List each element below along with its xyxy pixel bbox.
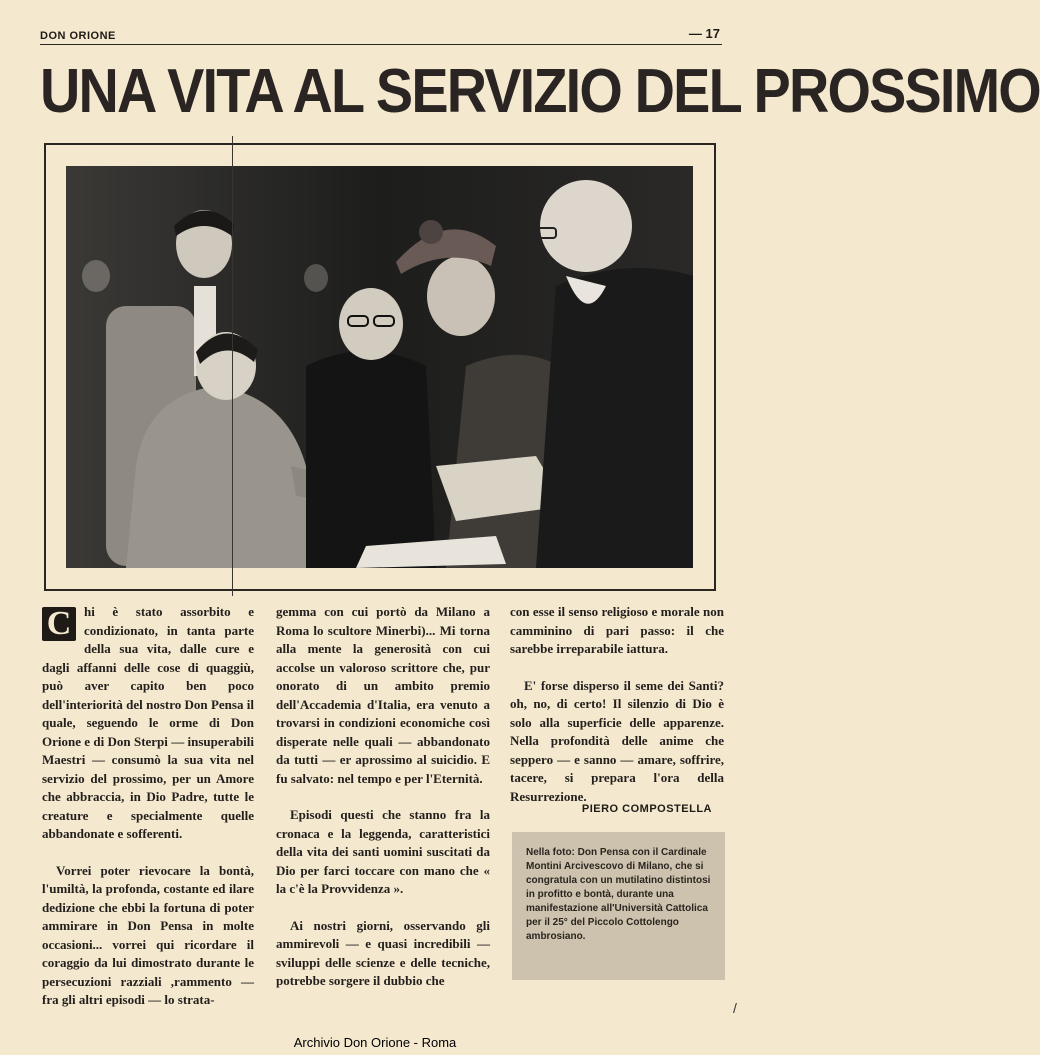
margin-mark: / <box>733 1000 737 1016</box>
photo-image <box>66 166 693 568</box>
paragraph: E' forse disperso il seme dei Santi? oh, no, di certo! Il silenzio di Dio è solo alla superficie delle apparenze. Nella profondità delle anime che seppero — e sanno — amare, soffrire, tacere, si prepara l'ora della Resurrezione. <box>510 677 724 804</box>
paragraph-text: hi è stato assorbito e condizionato, in tanta parte della sua vita, dalle cure e dagli affanni delle cose di quaggiù, può aver capito ben poco dell'interiorità del nostro Don Pensa il quale, seguendo le orme di Don Orione e di Don Sterpi — insuperabili Maestri — consumò la sua vita nel servizio del prossimo, per un Amore che abbraccia, in Dio Padre, tutte le creature e specialmente quelle abbandonate e sofferenti. <box>42 604 254 841</box>
page-number: — 17 <box>688 26 720 41</box>
dropcap: C <box>42 607 76 641</box>
article-column-3 <box>510 603 724 824</box>
article-column-1 <box>42 603 254 1028</box>
headline: UNA VITA AL SERVIZIO DEL PROSSIMO <box>40 57 1040 126</box>
paragraph: Ai nostri giorni, osservando gli ammirevoli — e quasi incredibili — sviluppi delle scienze e delle tecniche, potrebbe sorgere il dubbio che <box>276 917 490 988</box>
publication-name: DON ORIONE <box>40 30 116 42</box>
photo-caption: Nella foto: Don Pensa con il Cardinale Montini Arcivescovo di Milano, che si congratula con un mutilatino distintosi in profitto e bontà, durante una manifestazione all'Università Cattolica per il 25° del Piccolo Cottolengo ambrosiano. <box>526 847 711 942</box>
paragraph: gemma con cui portò da Milano a Roma lo scultore Minerbi)... Mi torna alla mente la generosità con cui accolse un valoroso scrittore che, pur onorato di un ambito premio dell'Accademia d'Italia, era venuto a trovarsi in condizioni economiche così disperate nelle quali — abbandonato da tutti — er aprossimo al suicidio. E fu salvato: nel tempo e per l'Eternità. <box>276 604 490 786</box>
paragraph: Episodi questi che stanno fra la cronaca e la leggenda, caratteristici della vita dei santi uomini suscitati da Dio per farci toccare con mano che « la c'è la Provvidenza ». <box>276 807 490 896</box>
paragraph: con esse il senso religioso e morale non camminino di pari passo: il che sarebbe irreparabile iattura. <box>510 604 724 656</box>
caption-box <box>512 832 725 980</box>
author-byline: PIERO COMPOSTELLA <box>581 803 712 815</box>
paragraph: Vorrei poter rievocare la bontà, l'umiltà, la profonda, costante ed ilare dedizione che ebbi la fortuna di poter ammirare in Don Pensa in molte occasioni... vorrei qui ricordare il coraggio da lui dimostrato durante le persecuzioni razziali ,rammento — fra gli altri episodi — lo strata- <box>42 862 254 1007</box>
article-column-2 <box>276 603 490 1009</box>
fold-line <box>232 136 233 596</box>
header-rule <box>40 44 722 45</box>
archive-footer: Archivio Don Orione - Roma <box>293 1035 457 1050</box>
article-photo <box>66 166 693 568</box>
paragraph <box>42 603 254 844</box>
